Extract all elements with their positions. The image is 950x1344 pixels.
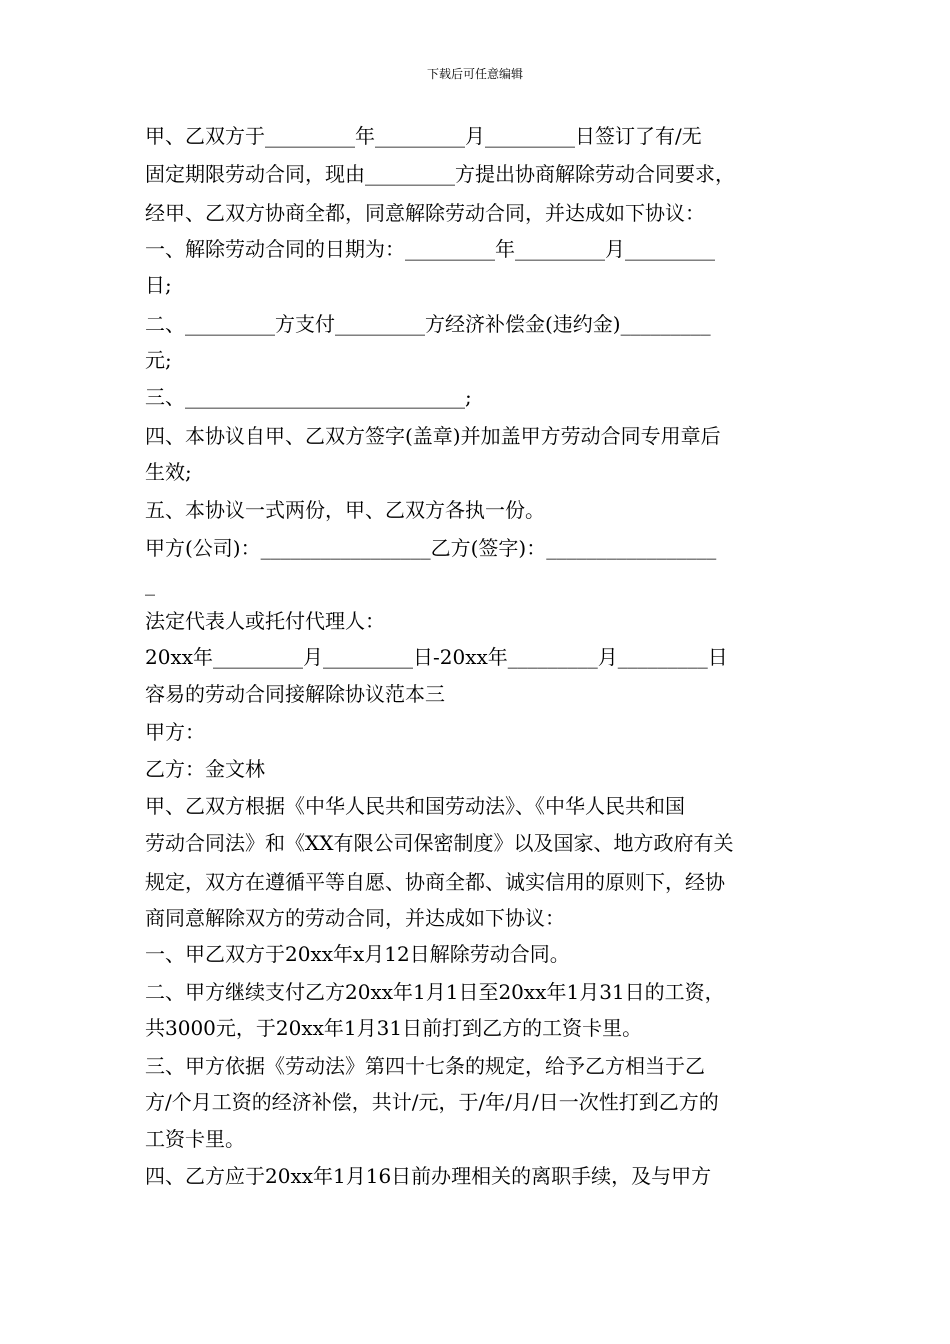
text-line: 20xx年_________月_________日-20xx年_________月_________日 <box>145 645 728 669</box>
text-line: 规定，双方在遵循平等自愿、协商全都、诚实信用的原则下，经协 <box>145 870 725 894</box>
text-line: 四、本协议自甲、乙双方签字(盖章)并加盖甲方劳动合同专用章后 <box>145 424 721 448</box>
page-header-note: 下载后可任意编辑 <box>426 67 523 81</box>
text-line: 日; <box>145 273 172 297</box>
text-line: 固定期限劳动合同，现由_________方提出协商解除劳动合同要求， <box>145 162 735 186</box>
text-line: 方/个月工资的经济补偿，共计/元，于/年/月/日一次性打到乙方的 <box>145 1090 719 1114</box>
text-line: 生效; <box>145 460 192 484</box>
text-line: 一、甲乙双方于20xx年x月12日解除劳动合同。 <box>145 942 570 966</box>
text-line: 甲、乙双方根据《中华人民共和国劳动法》、《中华人民共和国 <box>145 794 685 818</box>
text-line: 经甲、乙双方协商全都，同意解除劳动合同，并达成如下协议： <box>145 201 705 225</box>
text-line: 劳动合同法》和《XX有限公司保密制度》以及国家、地方政府有关 <box>145 831 734 855</box>
text-line: 二、甲方继续支付乙方20xx年1月1日至20xx年1月31日的工资， <box>145 980 725 1004</box>
text-line: 甲方： <box>145 720 205 744</box>
text-line: 商同意解除双方的劳动合同，并达成如下协议： <box>145 906 565 930</box>
text-line: 三、甲方依据《劳动法》第四十七条的规定，给予乙方相当于乙 <box>145 1054 705 1078</box>
text-line: 一、解除劳动合同的日期为：_________年_________月_________ <box>145 237 715 261</box>
text-line: 甲、乙双方于_________年_________月_________日签订了有/无 <box>145 124 702 148</box>
text-line: 四、乙方应于20xx年1月16日前办理相关的离职手续，及与甲方 <box>145 1164 712 1188</box>
text-line: 乙方：金文林 <box>145 757 265 781</box>
text-line: 工资卡里。 <box>145 1127 245 1151</box>
text-line: 元; <box>145 348 172 372</box>
text-line: 三、____________________________; <box>145 385 472 409</box>
text-line: 甲方(公司)：_________________乙方(签字)：_________________ <box>145 536 717 560</box>
text-line: 二、_________方支付_________方经济补偿金(违约金)_________ <box>145 312 711 336</box>
text-line: 法定代表人或托付代理人： <box>145 609 385 633</box>
text-line: _ <box>145 572 155 596</box>
text-line: 共3000元，于20xx年1月31日前打到乙方的工资卡里。 <box>145 1016 643 1040</box>
text-line: 五、本协议一式两份，甲、乙双方各执一份。 <box>145 498 545 522</box>
text-line: 容易的劳动合同接解除协议范本三 <box>145 682 445 706</box>
